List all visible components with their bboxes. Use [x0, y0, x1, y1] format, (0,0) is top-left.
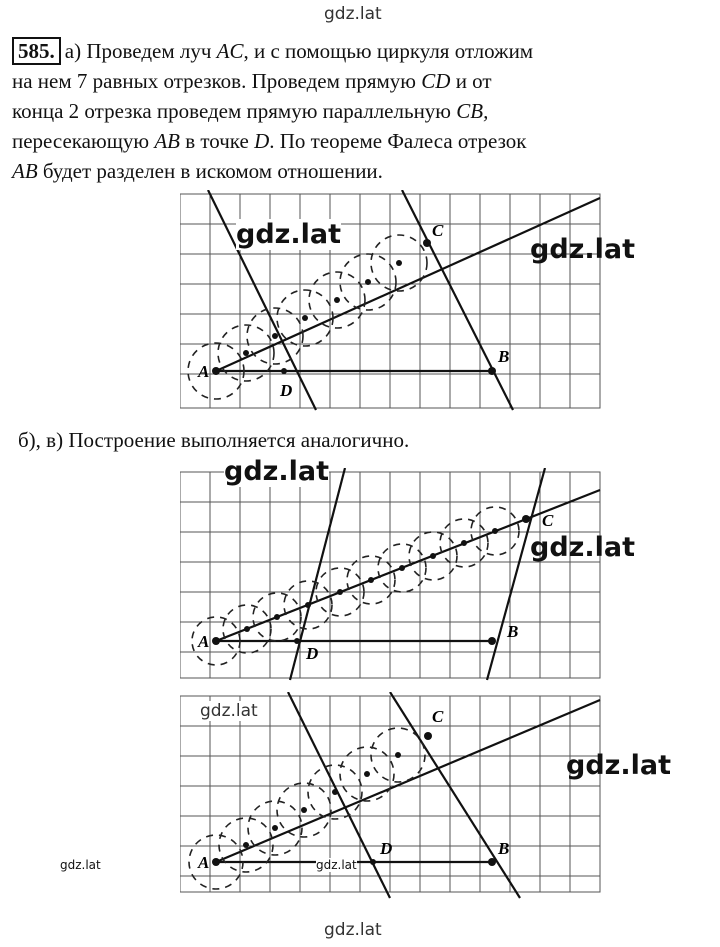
- figure-c: [180, 692, 610, 902]
- line-cb: [402, 190, 513, 410]
- ray-ac-c: [216, 700, 600, 862]
- label-b-b: B: [507, 622, 519, 641]
- watermark-top: gdz.lat: [324, 4, 382, 24]
- label-a-b: A: [198, 632, 210, 651]
- line-cb-c: [390, 692, 520, 898]
- watermark-4: gdz.lat: [530, 532, 636, 563]
- watermark-1: gdz.lat: [236, 219, 342, 250]
- point-c: [423, 239, 431, 247]
- watermark-6: gdz.lat: [566, 750, 672, 781]
- label-b-c: B: [498, 839, 510, 858]
- figure-b: [180, 468, 610, 683]
- label-c-b: C: [542, 511, 554, 530]
- problem-number: 585.: [12, 37, 61, 65]
- label-a-c: A: [198, 853, 210, 872]
- grid-b: [180, 472, 600, 678]
- label-a: A: [198, 362, 210, 381]
- label-d: D: [280, 381, 293, 400]
- point-d: [281, 368, 287, 374]
- label-c-c: C: [432, 707, 444, 726]
- label-b: B: [498, 347, 510, 366]
- point-a: [212, 367, 220, 375]
- watermark-2: gdz.lat: [530, 234, 636, 265]
- watermark-5: gdz.lat: [200, 701, 258, 721]
- label-c: C: [432, 221, 444, 240]
- problem-text: 585. а) Проведем луч AC, и с помощью циркуля отложим на нем 7 равных отрезков. Проведем прямую CD и от конца 2 отрезка проведем прямую параллельную CB, пересекающую AB в точке D. По теореме Фалеса отрезок AB будет разделен в искомом отношении.: [12, 39, 534, 183]
- watermark-8: gdz.lat: [316, 858, 357, 872]
- label-d-b: D: [306, 644, 319, 663]
- label-d-c: D: [380, 839, 393, 858]
- watermark-7: gdz.lat: [60, 858, 101, 872]
- watermark-bottom: gdz.lat: [324, 920, 382, 940]
- watermark-3: gdz.lat: [224, 456, 330, 487]
- line-cb-b: [487, 468, 545, 680]
- part-bc-text: б), в) Построение выполняется аналогично.: [18, 428, 410, 452]
- point-b: [488, 367, 496, 375]
